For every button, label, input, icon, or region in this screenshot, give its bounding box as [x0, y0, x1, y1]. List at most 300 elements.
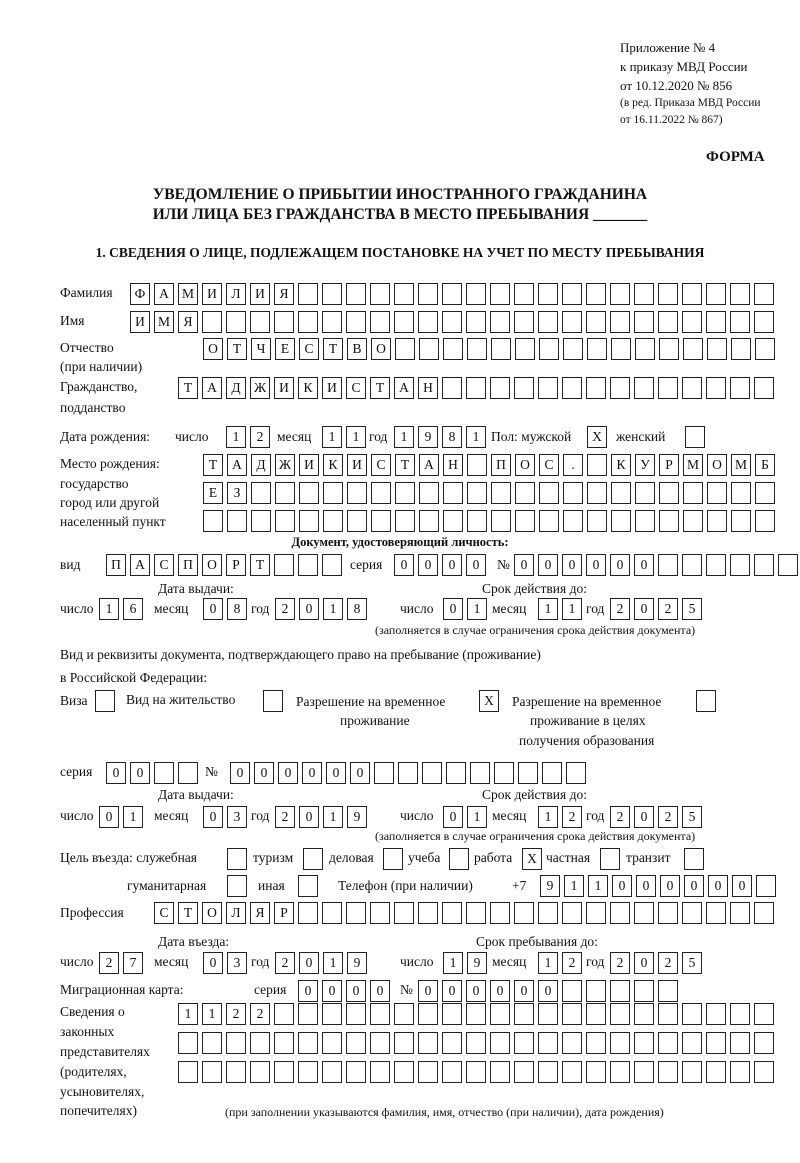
char-box[interactable]: 1 [322, 426, 342, 448]
char-box[interactable]: А [394, 377, 414, 399]
char-box[interactable]: 0 [708, 875, 728, 897]
char-box[interactable]: 0 [370, 980, 390, 1002]
char-box[interactable]: А [419, 454, 439, 476]
char-box[interactable]: 1 [564, 875, 584, 897]
char-box[interactable] [730, 283, 750, 305]
char-box[interactable]: 2 [226, 1003, 246, 1025]
char-box[interactable] [346, 311, 366, 333]
char-box[interactable] [250, 1061, 270, 1083]
char-box[interactable] [275, 510, 295, 532]
char-box[interactable] [370, 311, 390, 333]
char-box[interactable] [683, 482, 703, 504]
char-box[interactable] [298, 1003, 318, 1025]
char-box[interactable] [658, 311, 678, 333]
char-box[interactable] [635, 510, 655, 532]
char-box[interactable] [442, 283, 462, 305]
char-box[interactable] [466, 283, 486, 305]
char-box[interactable]: Д [226, 377, 246, 399]
char-box[interactable] [347, 510, 367, 532]
char-box[interactable] [467, 454, 487, 476]
char-box[interactable] [538, 1061, 558, 1083]
char-box[interactable] [299, 482, 319, 504]
char-box[interactable]: 9 [418, 426, 438, 448]
char-box[interactable] [586, 377, 606, 399]
char-box[interactable] [538, 1032, 558, 1054]
char-box[interactable]: 0 [514, 980, 534, 1002]
char-box[interactable] [586, 283, 606, 305]
char-box[interactable]: 3 [227, 806, 247, 828]
char-box[interactable]: М [683, 454, 703, 476]
char-box[interactable]: И [322, 377, 342, 399]
char-box[interactable]: 1 [562, 598, 582, 620]
char-box[interactable] [634, 377, 654, 399]
char-box[interactable] [394, 1061, 414, 1083]
char-box[interactable] [730, 311, 750, 333]
char-box[interactable] [586, 1061, 606, 1083]
char-box[interactable] [514, 311, 534, 333]
char-box[interactable]: 0 [612, 875, 632, 897]
char-box[interactable]: 0 [254, 762, 274, 784]
char-box[interactable] [443, 510, 463, 532]
char-box[interactable] [634, 1061, 654, 1083]
char-box[interactable] [562, 902, 582, 924]
char-box[interactable] [494, 762, 514, 784]
char-box[interactable]: П [178, 554, 198, 576]
char-box[interactable] [346, 1003, 366, 1025]
char-box[interactable]: С [346, 377, 366, 399]
char-box[interactable] [754, 1032, 774, 1054]
char-box[interactable] [730, 1003, 750, 1025]
char-box[interactable] [658, 283, 678, 305]
char-box[interactable] [470, 762, 490, 784]
char-box[interactable] [490, 902, 510, 924]
char-box[interactable]: 0 [106, 762, 126, 784]
char-box[interactable] [323, 510, 343, 532]
char-box[interactable]: А [227, 454, 247, 476]
char-box[interactable]: 0 [514, 554, 534, 576]
char-box[interactable] [611, 510, 631, 532]
char-box[interactable]: 0 [634, 952, 654, 974]
char-box[interactable] [466, 1032, 486, 1054]
char-box[interactable] [274, 554, 294, 576]
char-box[interactable] [394, 1032, 414, 1054]
char-box[interactable]: 0 [203, 952, 223, 974]
char-box[interactable] [467, 482, 487, 504]
char-box[interactable] [514, 1032, 534, 1054]
char-box[interactable] [707, 338, 727, 360]
char-box[interactable] [755, 482, 775, 504]
char-box[interactable] [538, 377, 558, 399]
char-box[interactable]: 3 [227, 952, 247, 974]
char-box[interactable] [298, 311, 318, 333]
char-box[interactable] [418, 1032, 438, 1054]
char-box[interactable]: 0 [538, 980, 558, 1002]
char-box[interactable]: Л [226, 902, 246, 924]
char-box[interactable] [600, 848, 620, 870]
char-box[interactable] [563, 338, 583, 360]
char-box[interactable] [422, 762, 442, 784]
char-box[interactable] [449, 848, 469, 870]
char-box[interactable]: Д [251, 454, 271, 476]
char-box[interactable]: 9 [347, 806, 367, 828]
char-box[interactable] [707, 510, 727, 532]
char-box[interactable] [202, 1032, 222, 1054]
char-box[interactable]: 2 [658, 806, 678, 828]
char-box[interactable] [684, 848, 704, 870]
char-box[interactable] [659, 338, 679, 360]
char-box[interactable] [730, 554, 750, 576]
char-box[interactable] [658, 1003, 678, 1025]
char-box[interactable] [418, 902, 438, 924]
char-box[interactable] [562, 980, 582, 1002]
char-box[interactable]: 0 [346, 980, 366, 1002]
char-box[interactable] [371, 482, 391, 504]
char-box[interactable] [298, 283, 318, 305]
char-box[interactable]: 8 [442, 426, 462, 448]
char-box[interactable] [274, 311, 294, 333]
char-box[interactable] [322, 1032, 342, 1054]
char-box[interactable]: 0 [230, 762, 250, 784]
char-box[interactable] [586, 902, 606, 924]
char-box[interactable]: 0 [302, 762, 322, 784]
char-box[interactable] [706, 902, 726, 924]
char-box[interactable] [610, 1061, 630, 1083]
char-box[interactable] [610, 311, 630, 333]
char-box[interactable]: П [106, 554, 126, 576]
char-box[interactable] [298, 875, 318, 897]
char-box[interactable]: 0 [130, 762, 150, 784]
char-box[interactable] [610, 377, 630, 399]
char-box[interactable] [539, 482, 559, 504]
char-box[interactable] [754, 1061, 774, 1083]
char-box[interactable] [154, 762, 174, 784]
char-box[interactable]: 2 [275, 598, 295, 620]
char-box[interactable] [755, 510, 775, 532]
char-box[interactable]: Е [275, 338, 295, 360]
char-box[interactable] [587, 510, 607, 532]
char-box[interactable] [322, 311, 342, 333]
char-box[interactable]: 0 [442, 554, 462, 576]
char-box[interactable] [370, 1032, 390, 1054]
char-box[interactable] [491, 510, 511, 532]
char-box[interactable] [706, 1032, 726, 1054]
char-box[interactable] [658, 1061, 678, 1083]
char-box[interactable]: Т [227, 338, 247, 360]
char-box[interactable] [298, 554, 318, 576]
char-box[interactable] [682, 311, 702, 333]
char-box[interactable] [754, 902, 774, 924]
char-box[interactable]: 1 [466, 426, 486, 448]
char-box[interactable]: 2 [658, 598, 678, 620]
char-box[interactable]: И [299, 454, 319, 476]
char-box[interactable]: Ж [250, 377, 270, 399]
char-box[interactable]: 0 [99, 806, 119, 828]
char-box[interactable] [178, 1061, 198, 1083]
char-box[interactable] [634, 283, 654, 305]
char-box[interactable] [731, 482, 751, 504]
char-box[interactable] [418, 283, 438, 305]
char-box[interactable] [682, 1061, 702, 1083]
char-box[interactable] [322, 1003, 342, 1025]
char-box[interactable]: 0 [394, 554, 414, 576]
char-box[interactable] [442, 1003, 462, 1025]
char-box[interactable]: Р [274, 902, 294, 924]
char-box[interactable]: 0 [443, 806, 463, 828]
char-box[interactable] [394, 902, 414, 924]
char-box[interactable] [542, 762, 562, 784]
char-box[interactable]: 0 [326, 762, 346, 784]
char-box[interactable]: X [479, 690, 499, 712]
char-box[interactable]: 2 [610, 806, 630, 828]
char-box[interactable] [562, 283, 582, 305]
char-box[interactable] [586, 980, 606, 1002]
char-box[interactable] [442, 311, 462, 333]
char-box[interactable]: 0 [634, 806, 654, 828]
char-box[interactable]: З [227, 482, 247, 504]
char-box[interactable] [682, 377, 702, 399]
char-box[interactable] [685, 426, 705, 448]
char-box[interactable]: 0 [418, 980, 438, 1002]
char-box[interactable]: 2 [99, 952, 119, 974]
char-box[interactable] [611, 338, 631, 360]
char-box[interactable] [442, 377, 462, 399]
char-box[interactable] [274, 1061, 294, 1083]
char-box[interactable] [178, 762, 198, 784]
char-box[interactable] [538, 283, 558, 305]
char-box[interactable] [323, 482, 343, 504]
char-box[interactable] [730, 1061, 750, 1083]
char-box[interactable] [538, 1003, 558, 1025]
char-box[interactable] [566, 762, 586, 784]
char-box[interactable]: 1 [538, 598, 558, 620]
char-box[interactable] [227, 875, 247, 897]
char-box[interactable] [226, 1032, 246, 1054]
char-box[interactable]: 9 [467, 952, 487, 974]
char-box[interactable] [263, 690, 283, 712]
char-box[interactable] [659, 482, 679, 504]
char-box[interactable]: 0 [350, 762, 370, 784]
char-box[interactable] [490, 1003, 510, 1025]
char-box[interactable] [490, 283, 510, 305]
char-box[interactable] [347, 482, 367, 504]
char-box[interactable] [322, 902, 342, 924]
char-box[interactable] [394, 1003, 414, 1025]
char-box[interactable]: М [154, 311, 174, 333]
char-box[interactable]: О [203, 338, 223, 360]
char-box[interactable]: 2 [250, 1003, 270, 1025]
char-box[interactable] [370, 1003, 390, 1025]
char-box[interactable] [514, 283, 534, 305]
char-box[interactable]: К [323, 454, 343, 476]
char-box[interactable]: 1 [323, 598, 343, 620]
char-box[interactable]: 1 [226, 426, 246, 448]
char-box[interactable]: Я [178, 311, 198, 333]
char-box[interactable] [490, 1032, 510, 1054]
char-box[interactable] [610, 1032, 630, 1054]
char-box[interactable] [251, 482, 271, 504]
char-box[interactable] [563, 482, 583, 504]
char-box[interactable] [658, 902, 678, 924]
char-box[interactable]: М [178, 283, 198, 305]
char-box[interactable] [539, 510, 559, 532]
char-box[interactable] [730, 902, 750, 924]
char-box[interactable]: К [298, 377, 318, 399]
char-box[interactable]: 1 [538, 952, 558, 974]
char-box[interactable] [466, 311, 486, 333]
char-box[interactable]: А [154, 283, 174, 305]
char-box[interactable]: Р [226, 554, 246, 576]
char-box[interactable]: 0 [203, 806, 223, 828]
char-box[interactable] [398, 762, 418, 784]
char-box[interactable] [731, 338, 751, 360]
char-box[interactable] [634, 1003, 654, 1025]
char-box[interactable] [322, 554, 342, 576]
char-box[interactable] [202, 311, 222, 333]
char-box[interactable] [611, 482, 631, 504]
char-box[interactable]: О [202, 902, 222, 924]
char-box[interactable] [562, 311, 582, 333]
char-box[interactable] [419, 510, 439, 532]
char-box[interactable]: 0 [203, 598, 223, 620]
char-box[interactable] [370, 1061, 390, 1083]
char-box[interactable]: А [130, 554, 150, 576]
char-box[interactable]: 1 [443, 952, 463, 974]
char-box[interactable] [226, 311, 246, 333]
char-box[interactable] [446, 762, 466, 784]
char-box[interactable] [682, 1032, 702, 1054]
char-box[interactable] [251, 510, 271, 532]
char-box[interactable]: О [202, 554, 222, 576]
char-box[interactable] [394, 283, 414, 305]
char-box[interactable]: 0 [299, 806, 319, 828]
char-box[interactable] [491, 482, 511, 504]
char-box[interactable] [515, 338, 535, 360]
char-box[interactable]: 2 [610, 598, 630, 620]
char-box[interactable] [514, 1061, 534, 1083]
char-box[interactable]: Т [323, 338, 343, 360]
char-box[interactable]: 2 [250, 426, 270, 448]
char-box[interactable] [515, 510, 535, 532]
char-box[interactable]: Б [755, 454, 775, 476]
char-box[interactable]: 5 [682, 598, 702, 620]
char-box[interactable] [418, 1061, 438, 1083]
char-box[interactable]: 1 [99, 598, 119, 620]
char-box[interactable]: 1 [538, 806, 558, 828]
char-box[interactable] [730, 377, 750, 399]
char-box[interactable]: 9 [347, 952, 367, 974]
char-box[interactable]: Е [203, 482, 223, 504]
char-box[interactable] [706, 1061, 726, 1083]
char-box[interactable]: Я [250, 902, 270, 924]
char-box[interactable]: 0 [443, 598, 463, 620]
char-box[interactable] [466, 1061, 486, 1083]
char-box[interactable]: 0 [299, 598, 319, 620]
char-box[interactable] [586, 311, 606, 333]
char-box[interactable]: 0 [490, 980, 510, 1002]
char-box[interactable] [706, 283, 726, 305]
char-box[interactable] [539, 338, 559, 360]
char-box[interactable] [370, 902, 390, 924]
char-box[interactable] [466, 1003, 486, 1025]
char-box[interactable] [538, 902, 558, 924]
char-box[interactable]: О [515, 454, 535, 476]
char-box[interactable] [538, 311, 558, 333]
char-box[interactable]: 0 [732, 875, 752, 897]
char-box[interactable] [442, 1061, 462, 1083]
char-box[interactable] [395, 510, 415, 532]
char-box[interactable] [514, 377, 534, 399]
char-box[interactable]: 1 [588, 875, 608, 897]
char-box[interactable] [754, 283, 774, 305]
char-box[interactable] [514, 1003, 534, 1025]
char-box[interactable]: 1 [202, 1003, 222, 1025]
char-box[interactable]: Н [443, 454, 463, 476]
char-box[interactable] [586, 1003, 606, 1025]
char-box[interactable]: С [539, 454, 559, 476]
char-box[interactable] [299, 510, 319, 532]
char-box[interactable]: Н [418, 377, 438, 399]
char-box[interactable] [706, 311, 726, 333]
char-box[interactable]: Я [274, 283, 294, 305]
char-box[interactable] [586, 1032, 606, 1054]
char-box[interactable] [443, 338, 463, 360]
char-box[interactable] [683, 338, 703, 360]
char-box[interactable] [754, 554, 774, 576]
char-box[interactable]: Р [659, 454, 679, 476]
char-box[interactable] [490, 377, 510, 399]
char-box[interactable]: 0 [562, 554, 582, 576]
char-box[interactable] [274, 1032, 294, 1054]
char-box[interactable] [466, 377, 486, 399]
char-box[interactable]: О [371, 338, 391, 360]
char-box[interactable]: Т [178, 377, 198, 399]
char-box[interactable] [610, 283, 630, 305]
char-box[interactable]: X [522, 848, 542, 870]
char-box[interactable]: 2 [275, 806, 295, 828]
char-box[interactable]: X [587, 426, 607, 448]
char-box[interactable] [682, 1003, 702, 1025]
char-box[interactable] [754, 1003, 774, 1025]
char-box[interactable]: 1 [323, 806, 343, 828]
char-box[interactable] [346, 1061, 366, 1083]
char-box[interactable]: 1 [123, 806, 143, 828]
char-box[interactable]: 0 [466, 980, 486, 1002]
char-box[interactable] [731, 510, 751, 532]
char-box[interactable] [706, 554, 726, 576]
char-box[interactable]: Ж [275, 454, 295, 476]
char-box[interactable] [562, 1003, 582, 1025]
char-box[interactable] [203, 510, 223, 532]
char-box[interactable] [562, 1061, 582, 1083]
char-box[interactable] [250, 311, 270, 333]
char-box[interactable] [490, 311, 510, 333]
char-box[interactable] [658, 980, 678, 1002]
char-box[interactable]: А [202, 377, 222, 399]
char-box[interactable] [395, 482, 415, 504]
char-box[interactable] [562, 377, 582, 399]
char-box[interactable]: 2 [275, 952, 295, 974]
char-box[interactable]: Ч [251, 338, 271, 360]
char-box[interactable]: 2 [610, 952, 630, 974]
char-box[interactable]: У [635, 454, 655, 476]
char-box[interactable]: 0 [298, 980, 318, 1002]
char-box[interactable] [442, 902, 462, 924]
char-box[interactable] [467, 338, 487, 360]
char-box[interactable]: 5 [682, 806, 702, 828]
char-box[interactable] [682, 902, 702, 924]
char-box[interactable]: 1 [467, 598, 487, 620]
char-box[interactable] [754, 377, 774, 399]
